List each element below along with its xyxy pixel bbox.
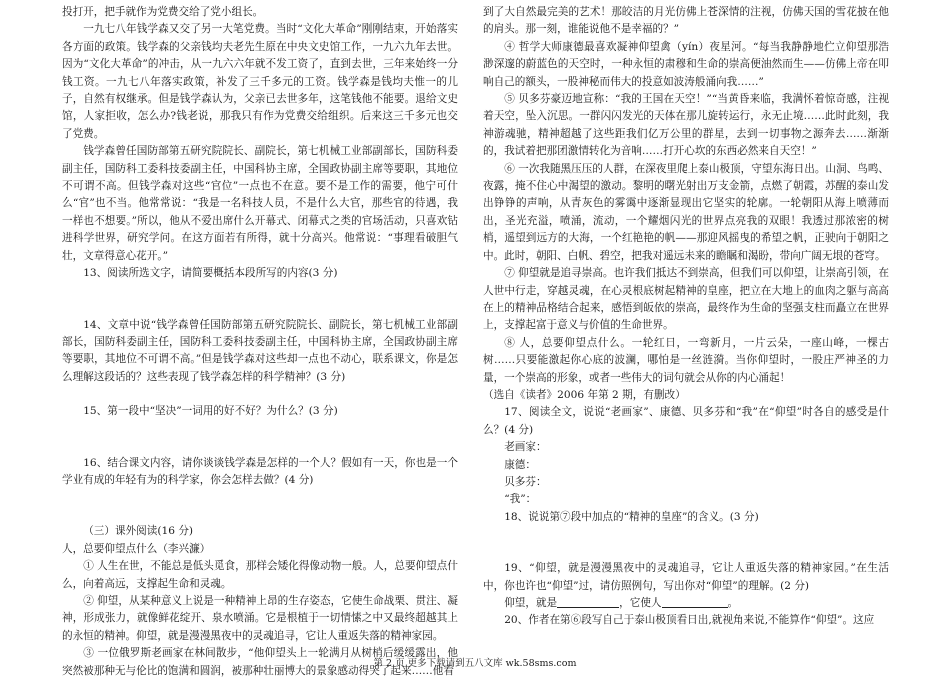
- paragraph: ③ 一位俄罗斯老画家在林间散步，“他仰望头上一轮满月从树梢后缓缓露出，他突然被那种无与伦比的饱满和圆润，被那种壮丽博大的景象感动得哭了起来……他看: [62, 647, 458, 677]
- paragraph: ④ 哲学大师康德最喜欢凝神仰望禽（yín）夜星河。“每当我静静地伫立仰望那浩渺深邃的蔚蓝色的天空时，一种永恒的肃穆和生命的崇高便油然而生——仿佛上帝在叩响自己的额头，一股神秘而伟大的投意如波涛般涌向我……”: [483, 40, 889, 88]
- paragraph: 16、结合课文内容，请你谈谈钱学森是怎样的一个人？假如有一天，你也是一个学业有成的年轻有为的科学家，你会怎样去做？(4 分): [62, 456, 458, 486]
- left-column: [62, 4, 458, 680]
- fill-suffix: 。: [727, 597, 739, 609]
- paragraph: ⑧ 人，总要仰望点什么。一轮红日，一弯新月，一片云朵，一座山峰，一棵古树……只要能激起你心底的波澜，哪怕是一丝涟漪。当你仰望时，一股庄严神圣的力量，一个崇高的形象，或者一些伟大的词句就会从你的内心涌起！: [483, 336, 889, 384]
- answer-space: [62, 283, 458, 317]
- paragraph: 一九七八年钱学森又交了另一大笔党费。当时“文化大革命”刚刚结束，开始落实各方面的政策。钱学森的父亲钱均夫老先生原在中央文史馆工作，一九六九年去世。因为“文化大革命”的冲击，从一九六六年就不发工资了，直到去世，三年来始终一分钱工资。一九七八年落实政策，补发了三千多元的工资。钱学森是钱均夫惟一的儿子，自然有权继承。但是钱学森认为，父亲已去世多年，这笔钱他不能要。退给文史馆，人家拒收，怎么办?钱老说，那我只有作为党费交给组织。后来这三千多元也交了党费。: [62, 23, 458, 140]
- paragraph: 康德：: [504, 458, 536, 471]
- answer-space: [483, 526, 889, 560]
- paragraph: 17、阅读全文，说说“老画家”、康德、贝多芬和“我”在“仰望”时各自的感受是什么？(4 分): [483, 406, 889, 436]
- fill-in-line: [483, 595, 889, 612]
- paragraph: 18、说说第⑦段中加点的“精神的皇座”的含义。(3 分): [504, 510, 759, 523]
- paragraph: ⑦ 仰望就是追寻崇高。也许我们抵达不到崇高，但我们可以仰望，让崇高引领，在人世中行走，穿越灵魂，在心灵根底树起精神的皇座，把立在大地上的血肉之躯与高高在上的精神品格结合起来，感悟到皈依的崇高，最终作为生命的坚强支柱而矗立在世界上，支撑起富于意义与价值的生命世界。: [483, 267, 889, 332]
- paragraph: ⑤ 贝多芬豪迈地宣称：“我的王国在天空！”“当黄昏来临，我满怀着惊奇感，注视着天空，坠入沉思。一群闪闪发光的天体在那儿旋转运行，永无止境……此时此刻，我神游魂驰，精神超越了这些距我们亿万公里的群星，去到一切事物之源奔去……渐渐的，我试着把那团激情转化为音响……打开心坎的东西必然来自天空！”: [483, 93, 889, 158]
- paragraph: “我”：: [504, 493, 537, 506]
- paragraph: ② 仰望，从某种意义上说是一种精神上昂的生存姿态，它使生命战栗、贯注、凝神，形成张力，就像鲜花绽开、泉水喷涌。它是根植于一切情愫之中又最终超越其上的永恒的精神。仰望，就是漫漫黑夜中的灵魂追寻，它让人重返失落的精神家园。: [62, 594, 458, 642]
- paragraph: ① 人生在世，不能总是低头觅食，那样会矮化得像动物一般。人，总要仰望点什么，向着高远，支撑起生命和灵魂。: [62, 560, 458, 590]
- paragraph: 贝多芬：: [504, 475, 547, 488]
- paragraph: 钱学森曾任国防部第五研究院院长、副院长，第七机械工业部副部长，国防科委副主任，国防科工委科技委副主任，中国科协主席，全国政协副主席等要职，其地位不可谓不高。但钱学森对这些“官位”一点也不在意。要不是工作的需要，他宁可什么“官”也不当。他常常说：“我是一名科技人员，不是什么大官，那些官的待遇，我一样也不想要。”所以，他从不爱出席什么开幕式、闭幕式之类的官场活动，只喜欢钻进科学世界，研究学问。在这方面若有所得，就十分高兴。他常说：“事理看破胆气壮，文章得意心花开。”: [62, 145, 458, 262]
- right-column: [483, 4, 889, 630]
- paragraph: 投打开，把手就作为党费交给了党小组长。: [62, 6, 264, 18]
- answer-space: [62, 386, 458, 403]
- answer-blank[interactable]: [557, 596, 619, 608]
- paragraph: 20、作者在第⑥段写自己于泰山极顶看日出,就视角来说,不能算作“仰望”。这应: [504, 614, 875, 627]
- answer-blank[interactable]: [662, 596, 728, 608]
- answer-space: [62, 489, 458, 523]
- paragraph: 15、第一段中“坚决”一词用的好不好？为什么？(3 分): [83, 405, 338, 418]
- fill-middle: ，它使人: [619, 597, 662, 609]
- paragraph: 老画家：: [504, 441, 547, 454]
- fill-prefix: 仰望，就是: [504, 597, 558, 609]
- paragraph: 到了大自然最完美的艺术！那皎洁的月光仿佛上苍深情的注视，仿佛天国的雪花披在他的肩头。那一刻，谁能说他不是幸福的？”: [483, 6, 889, 36]
- paragraph: 19、“仰望，就是漫漫黑夜中的灵魂追寻，它让人重返失落的精神家园。”在生活中，你也许也“仰望”过，请仿照例句，写出你对“仰望”的理解。(2 分): [483, 562, 889, 592]
- paragraph: ⑥ 一次我随黑压压的人群，在深夜里爬上泰山极顶，守望东海日出。山洞、鸟鸣、夜露，掩不住心中渴望的激动。黎明的曙光射出万支金箭，点燃了朝霞，苏醒的泰山发出铮铮的声响，从青灰色的雾霭中逐渐显现出它坚实的轮廓。一轮朝阳从海上喷薄而出，圣光充溢，喷涌，流动，一个耀烟闪光的世界点亮我的双眼！我透过那浓密的树梢，遥望到远方的大海，一个红艳艳的帆——那迎风摇曳的希望之帆，正驶向于朝阳之中。此时，朝阳、白帆、碧空，把我对遥远未来的瞻瞩和渴盼，带向广阔无垠的苍穹。: [483, 162, 889, 262]
- paragraph: 13、阅读所选文字，请简要概括本段所写的内容(3 分): [83, 267, 338, 280]
- paragraph: 14、文章中说“钱学森曾任国防部第五研究院院长、副院长，第七机械工业部副部长，国防科委副主任，国防科工委科技委副主任，中国科协主席，全国政协副主席等要职，其地位不可谓不高。”但是钱学森对这些却一点也不动心，联系课文，你是怎么理解这段话的？这些表现了钱学森怎样的科学精神？(3 分): [62, 318, 458, 383]
- page-footer: 第 2 页 更多下载请到五八文库 wk.58sms.com: [373, 658, 577, 669]
- article-title: 人，总要仰望点什么（李兴濂）: [62, 542, 211, 555]
- paragraph: （选自《读者》2006 年第 2 期，有删改）: [483, 388, 686, 401]
- paragraph: （三）课外阅读(16 分): [83, 525, 194, 538]
- answer-space: [62, 421, 458, 455]
